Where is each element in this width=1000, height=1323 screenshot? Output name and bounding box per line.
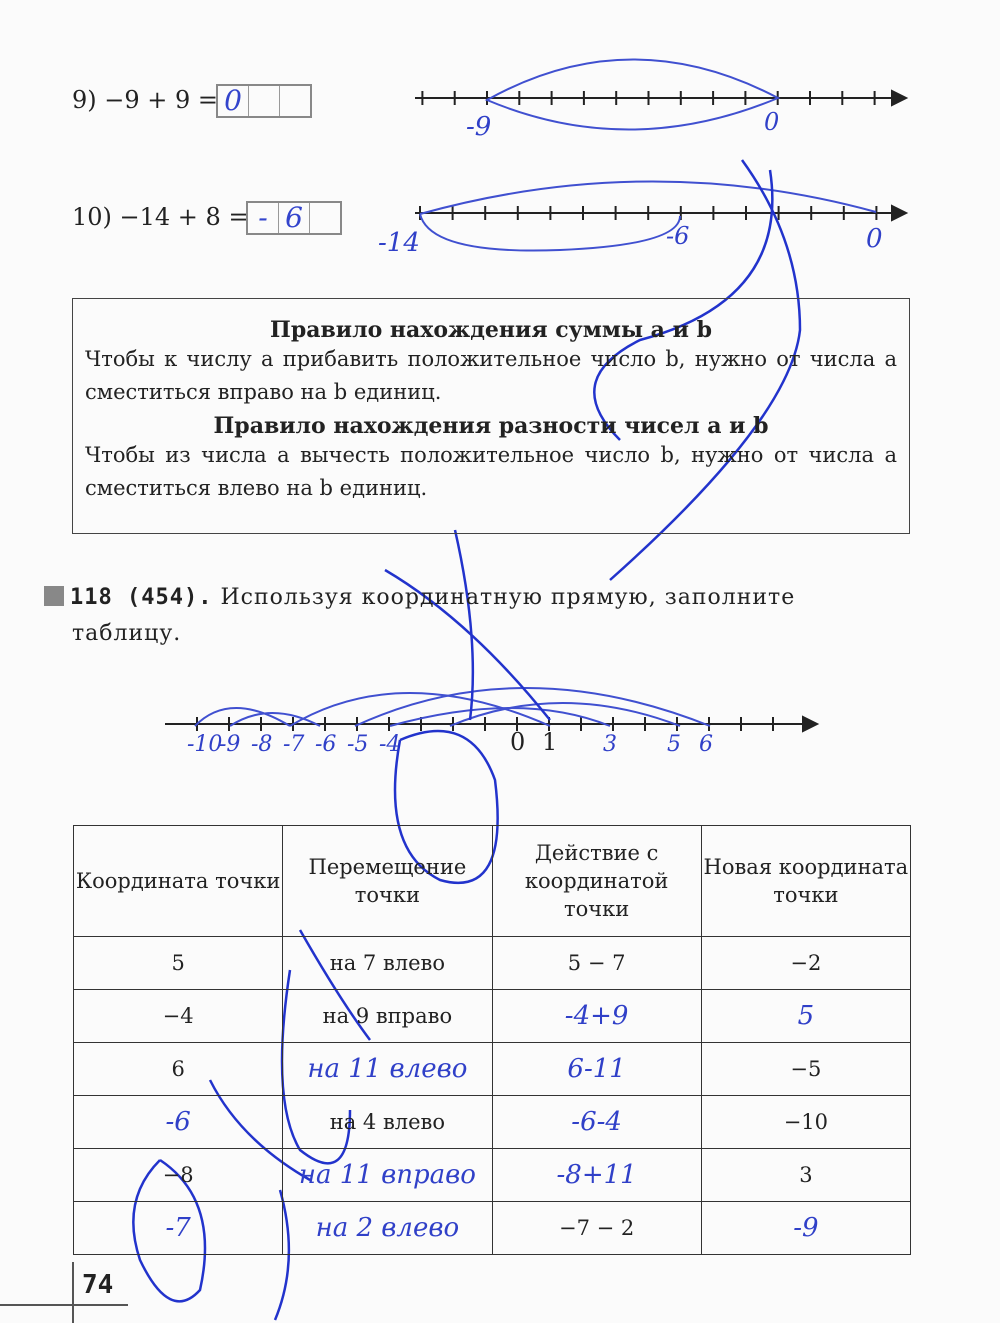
table-row xyxy=(74,990,911,1043)
coordinates-table xyxy=(73,825,911,1255)
cell-movement: на 9 вправо xyxy=(283,990,492,1043)
task-text: Используя координатную прямую, заполните таблицу. xyxy=(72,585,796,646)
number-line-handwritten-label: 3 xyxy=(603,732,617,757)
number-line-handwritten-label: -9 xyxy=(219,732,241,757)
cell-action[interactable]: -8+11 xyxy=(492,1149,701,1202)
cell-coordinate[interactable]: -6 xyxy=(74,1096,283,1149)
mark-label: -6 xyxy=(666,222,690,250)
cell-coordinate[interactable]: -7 xyxy=(74,1202,283,1255)
number-line-label: 0 xyxy=(510,728,526,756)
cell-action: −7 − 2 xyxy=(492,1202,701,1255)
cell-coordinate: 5 xyxy=(74,937,283,990)
answer-cell: 0 xyxy=(218,86,249,116)
page-footer-line xyxy=(0,1304,128,1306)
task-number: 118 (454). xyxy=(70,585,213,610)
number-line-handwritten-label: 6 xyxy=(699,732,713,757)
number-line-10 xyxy=(415,206,906,220)
cell-coordinate: 6 xyxy=(74,1043,283,1096)
number-line-handwritten-label: 5 xyxy=(667,732,681,757)
number-line-handwritten-label: -10 xyxy=(187,732,223,757)
cell-new-coordinate: −2 xyxy=(701,937,910,990)
header-action: Действие с координатой точки xyxy=(492,826,701,937)
number-line-handwritten-label: -4 xyxy=(379,732,401,757)
cell-movement: на 7 влево xyxy=(283,937,492,990)
cell-coordinate: −8 xyxy=(74,1149,283,1202)
mark-label: 0 xyxy=(866,224,883,254)
header-coordinate: Координата точки xyxy=(74,826,283,937)
cell-new-coordinate[interactable]: 5 xyxy=(701,990,910,1043)
answer-cell: 6 xyxy=(279,203,310,233)
cell-action: 5 − 7 xyxy=(492,937,701,990)
cell-coordinate: −4 xyxy=(74,990,283,1043)
sum-rule-text: Чтобы к числу a прибавить положительное число b, нужно от числа a сместиться вправо на b единиц. xyxy=(85,347,897,404)
cell-action[interactable]: -4+9 xyxy=(492,990,701,1043)
sum-rule-title: Правило нахождения суммы a и b xyxy=(270,317,712,343)
number-line-handwritten-label: -6 xyxy=(315,732,337,757)
cell-movement: на 4 влево xyxy=(283,1096,492,1149)
cell-movement[interactable]: на 11 влево xyxy=(283,1043,492,1096)
number-line-handwritten-label: -5 xyxy=(347,732,369,757)
cell-movement[interactable]: на 2 влево xyxy=(283,1202,492,1255)
cell-action[interactable]: -6-4 xyxy=(492,1096,701,1149)
difference-rule-text: Чтобы из числа a вычесть положительное число b, нужно от числа a сместиться влево на b единиц. xyxy=(85,443,897,500)
header-new-coordinate: Новая координата точки xyxy=(701,826,910,937)
cell-new-coordinate: 3 xyxy=(701,1149,910,1202)
arrow-icon xyxy=(892,206,906,220)
task-marker-icon xyxy=(44,586,64,606)
difference-rule-title: Правило нахождения разности чисел a и b xyxy=(213,413,769,439)
exercise-9-label: 9) −9 + 9 = xyxy=(72,86,219,114)
header-movement: Перемещение точки xyxy=(283,826,492,937)
mark-label: -9 xyxy=(466,112,492,142)
table-row xyxy=(74,1202,911,1255)
page-number: 74 xyxy=(82,1270,114,1300)
arrow-icon xyxy=(803,717,817,731)
table-row xyxy=(74,1096,911,1149)
number-line-handwritten-label: -8 xyxy=(251,732,273,757)
cell-new-coordinate: −10 xyxy=(701,1096,910,1149)
cell-new-coordinate[interactable]: -9 xyxy=(701,1202,910,1255)
answer-cell: - xyxy=(248,203,279,233)
cell-action[interactable]: 6-11 xyxy=(492,1043,701,1096)
table-row xyxy=(74,1149,911,1202)
cell-movement[interactable]: на 11 вправо xyxy=(283,1149,492,1202)
exercise-10-label: 10) −14 + 8 = xyxy=(72,203,249,231)
page-footer-divider xyxy=(72,1262,74,1323)
table-row xyxy=(74,937,911,990)
arrow-icon xyxy=(892,91,906,105)
cell-new-coordinate: −5 xyxy=(701,1043,910,1096)
number-line-label: 1 xyxy=(542,728,558,756)
rules-box xyxy=(72,298,910,534)
table-row xyxy=(74,1043,911,1096)
mark-label: 0 xyxy=(764,108,780,136)
mark-label: -14 xyxy=(378,228,420,258)
number-line-118 xyxy=(165,717,817,731)
task-118 xyxy=(72,580,912,652)
number-line-handwritten-label: -7 xyxy=(283,732,305,757)
